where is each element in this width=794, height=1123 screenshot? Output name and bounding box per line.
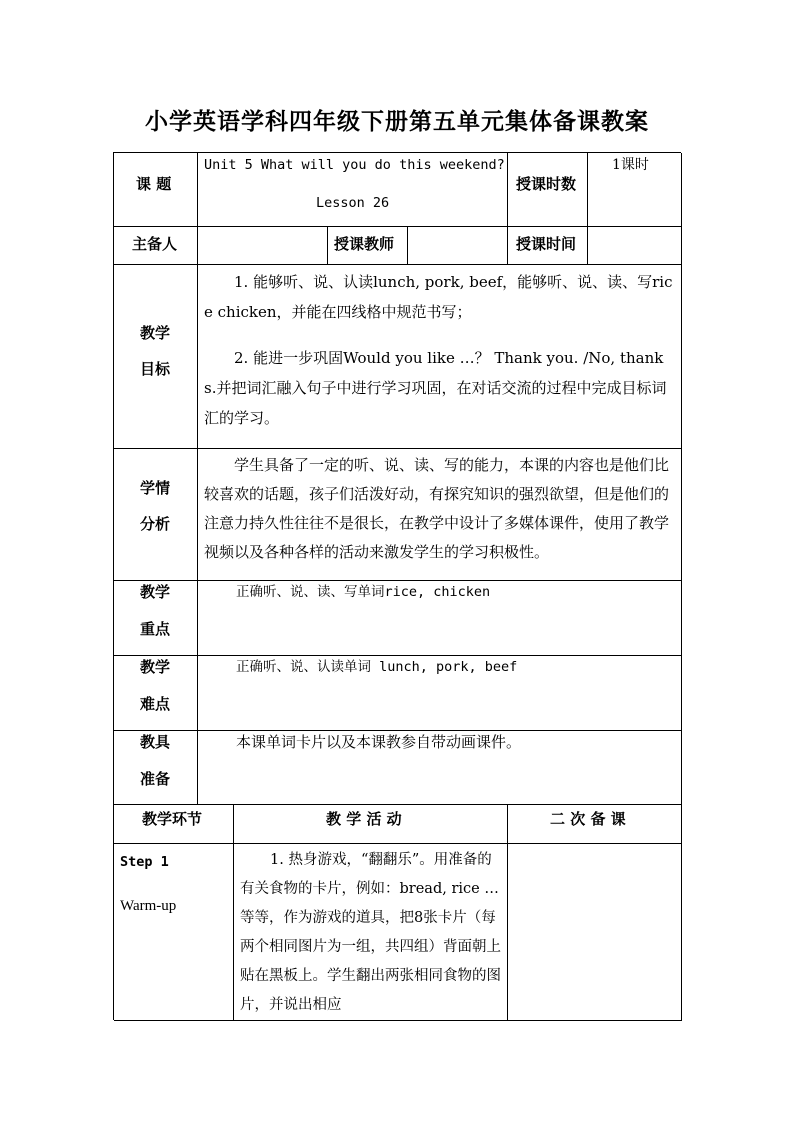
topic-value-cell	[198, 153, 508, 227]
objectives-label-line2: 目标	[140, 360, 171, 378]
lead-value-cell	[198, 227, 328, 265]
difficulties-label-line2: 难点	[140, 695, 171, 713]
materials-text: 本课单词卡片以及本课教参自带动画课件。	[236, 733, 522, 751]
materials-label-line1: 教具	[140, 733, 171, 751]
time-value-cell	[588, 227, 682, 265]
materials-label-line2: 准备	[140, 770, 171, 788]
objective-item-2: 2. 能进一步巩固Would you like …？ Thank you. /No, thanks.并把词汇融入句子中进行学习巩固，在对话交流的过程中完成目标词汇的学习。	[204, 349, 667, 427]
materials-label-cell	[114, 731, 198, 805]
step1-notes-cell[interactable]	[508, 844, 682, 1021]
process-col2-header	[234, 805, 508, 844]
teacher-value-cell	[408, 227, 508, 265]
topic-label-cell	[114, 153, 198, 227]
step1-subname: Warm-up	[120, 898, 177, 914]
keypoints-label-cell	[114, 581, 198, 656]
analysis-content-cell	[198, 449, 682, 581]
step1-name-cell	[114, 844, 234, 1021]
step1-activity-cell	[234, 844, 508, 1021]
difficulties-text: 正确听、说、认读单词 lunch, pork, beef	[236, 659, 518, 675]
objectives-label-line1: 教学	[140, 324, 171, 342]
keypoints-label-line2: 重点	[140, 620, 171, 638]
hours-value: 1课时	[612, 157, 649, 173]
topic-lesson: Lesson 26	[316, 195, 390, 211]
objectives-content-cell	[198, 265, 682, 449]
keypoints-label-line1: 教学	[140, 583, 171, 601]
objective-item-1: 1. 能够听、说、认读lunch, pork, beef，能够听、说、读、写rice chicken，并能在四线格中规范书写；	[204, 273, 673, 321]
topic-unit: Unit 5 What will you do this weekend?	[204, 157, 505, 173]
objectives-label-cell	[114, 265, 198, 449]
keypoints-content-cell	[198, 581, 682, 656]
time-label-cell	[508, 227, 588, 265]
teacher-label: 授课教师	[334, 235, 395, 253]
step1-name: Step 1	[120, 854, 169, 870]
hours-value-cell	[588, 153, 682, 227]
lead-label: 主备人	[132, 235, 178, 253]
difficulties-content-cell	[198, 656, 682, 731]
process-col2-label: 教 学 活 动	[326, 810, 402, 828]
difficulties-label-cell	[114, 656, 198, 731]
analysis-text: 学生具备了一定的听、说、读、写的能力，本课的内容也是他们比较喜欢的话题，孩子们活泼好动，有探究知识的强烈欲望，但是他们的注意力持久性往往不是很长，在教学中设计了多媒体课件，使用了教学视频以及各种各样的活动来激发学生的学习积极性。	[204, 456, 670, 561]
page-title: 小学英语学科四年级下册第五单元集体备课教案	[145, 109, 649, 135]
hours-label: 授课时数	[516, 175, 577, 193]
analysis-label-line1: 学情	[140, 479, 171, 497]
lead-label-cell	[114, 227, 198, 265]
process-col1-label: 教学环节	[142, 810, 203, 828]
teacher-label-cell	[328, 227, 408, 265]
keypoints-text: 正确听、说、读、写单词rice, chicken	[236, 584, 491, 600]
materials-content-cell	[198, 731, 682, 805]
difficulties-label-line1: 教学	[140, 658, 171, 676]
topic-label: 课 题	[136, 175, 172, 193]
process-col1-header	[114, 805, 234, 844]
lesson-plan-table	[113, 152, 681, 1020]
process-col3-label: 二 次 备 课	[550, 810, 626, 828]
analysis-label-line2: 分析	[140, 515, 171, 533]
analysis-label-cell	[114, 449, 198, 581]
time-label: 授课时间	[516, 235, 577, 253]
step1-activity: 1. 热身游戏，“翻翻乐”。用准备的有关食物的卡片，例如：bread, rice …等等，作为游戏的道具，把8张卡片（每两个相同图片为一组，共四组）背面朝上贴在黑板上。学生翻出两张相同食物的图片，并说出相应	[240, 852, 501, 1013]
hours-label-cell	[508, 153, 588, 227]
process-col3-header	[508, 805, 682, 844]
